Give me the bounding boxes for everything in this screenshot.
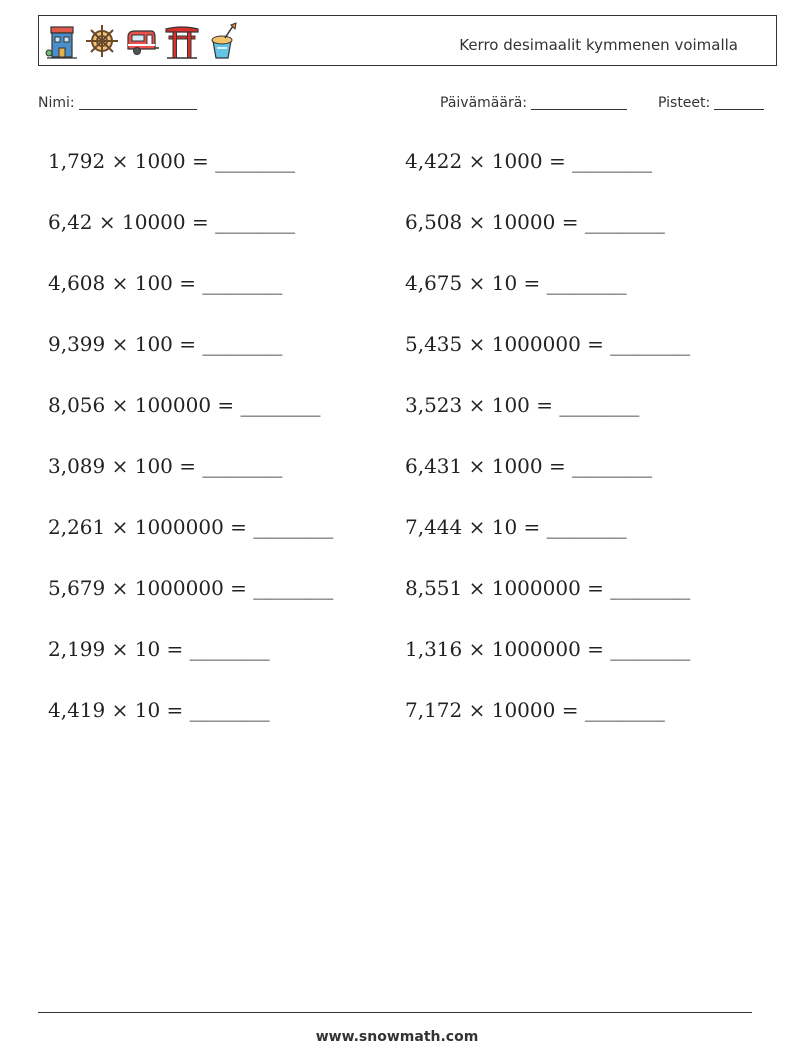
- date-blank[interactable]: [531, 95, 627, 110]
- problem-right-9: 1,316 × 1000000 = ________: [405, 637, 691, 661]
- problem-right-6: 6,431 × 1000 = ________: [405, 454, 653, 478]
- problem-right-7: 7,444 × 10 = ________: [405, 515, 627, 539]
- footer-divider: [38, 1012, 752, 1013]
- problem-right-5: 3,523 × 100 = ________: [405, 393, 640, 417]
- worksheet-title: Kerro desimaalit kymmenen voimalla: [459, 36, 738, 54]
- problem-right-10: 7,172 × 10000 = ________: [405, 698, 665, 722]
- date-field: [440, 95, 627, 111]
- problem-left-8: 5,679 × 1000000 = ________: [48, 576, 334, 600]
- problem-left-4: 9,399 × 100 = ________: [48, 332, 283, 356]
- problem-left-5: 8,056 × 100000 = ________: [48, 393, 321, 417]
- problem-right-2: 6,508 × 10000 = ________: [405, 210, 665, 234]
- name-field: [38, 95, 197, 111]
- date-label: Päivämäärä:: [440, 95, 527, 111]
- problem-left-10: 4,419 × 10 = ________: [48, 698, 270, 722]
- problem-left-9: 2,199 × 10 = ________: [48, 637, 270, 661]
- icon-row: [45, 20, 239, 62]
- header-box: [38, 15, 777, 66]
- problem-right-3: 4,675 × 10 = ________: [405, 271, 627, 295]
- score-label: Pisteet:: [658, 95, 711, 111]
- problem-right-1: 4,422 × 1000 = ________: [405, 149, 653, 173]
- name-label: Nimi:: [38, 95, 75, 111]
- torii-gate-icon: [165, 21, 199, 61]
- problem-left-3: 4,608 × 100 = ________: [48, 271, 283, 295]
- name-blank[interactable]: [79, 95, 197, 110]
- problem-left-6: 3,089 × 100 = ________: [48, 454, 283, 478]
- ships-wheel-icon: [85, 21, 119, 61]
- problem-right-8: 8,551 × 1000000 = ________: [405, 576, 691, 600]
- problem-left-1: 1,792 × 1000 = ________: [48, 149, 296, 173]
- problem-right-4: 5,435 × 1000000 = ________: [405, 332, 691, 356]
- caravan-icon: [125, 21, 159, 61]
- sand-bucket-icon: [205, 21, 239, 61]
- problem-left-2: 6,42 × 10000 = ________: [48, 210, 296, 234]
- building-icon: [45, 21, 79, 61]
- score-blank[interactable]: [714, 95, 764, 110]
- problem-left-7: 2,261 × 1000000 = ________: [48, 515, 334, 539]
- footer-site: www.snowmath.com: [315, 1029, 479, 1045]
- score-field: [658, 95, 764, 111]
